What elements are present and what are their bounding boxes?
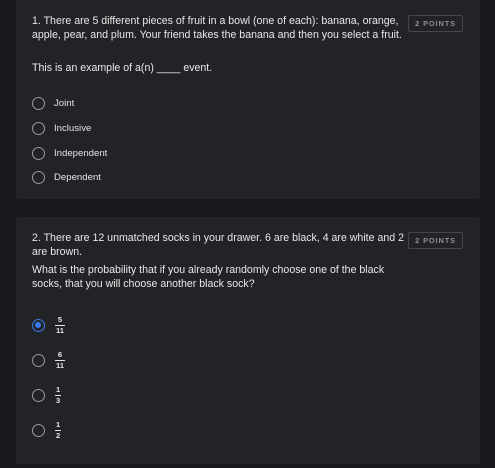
choice-label: Independent <box>54 148 108 159</box>
question-2-prompt: What is the probability that if you already randomly choose one of the black socks, that you will choose another black sock? <box>32 264 385 290</box>
choice-label: Joint <box>54 98 75 109</box>
radio-button[interactable] <box>32 147 45 160</box>
fraction-numerator: 5 <box>57 315 63 324</box>
radio-button[interactable] <box>32 97 45 110</box>
fraction-numerator: 1 <box>56 420 61 429</box>
question-1-text: 1. There are 5 different pieces of fruit in a bowl (one of each): banana, orange, apple, pear, and plum. Your friend takes the banana and then you select a fruit. <box>32 15 402 41</box>
fraction-denominator: 11 <box>56 361 65 370</box>
choice-inclusive[interactable] <box>32 122 91 135</box>
choice-label: Dependent <box>54 172 101 183</box>
choice-6-11[interactable] <box>32 351 65 370</box>
choice-label: Inclusive <box>54 123 92 134</box>
question-card-2 <box>16 217 480 464</box>
question-1-prompt: This is an example of a(n) ____ event. <box>32 62 213 74</box>
fraction-numerator: 1 <box>56 385 61 394</box>
choice-1-3[interactable] <box>32 386 61 405</box>
points-badge: 2 POINTS <box>408 15 463 32</box>
choice-5-11[interactable] <box>32 316 65 335</box>
fraction-denominator: 2 <box>56 431 61 440</box>
fraction-denominator: 11 <box>56 326 65 335</box>
fraction-denominator: 3 <box>56 396 61 405</box>
choice-independent[interactable] <box>32 147 107 160</box>
question-2-text: 2. There are 12 unmatched socks in your drawer. 6 are black, 4 are white and 2 are brown. <box>32 232 404 258</box>
fraction <box>55 316 65 335</box>
choice-joint[interactable] <box>32 97 74 110</box>
choice-dependent[interactable] <box>32 171 101 184</box>
radio-button[interactable] <box>32 389 45 402</box>
radio-button-selected[interactable] <box>32 319 45 332</box>
fraction <box>55 386 61 405</box>
points-badge: 2 POINTS <box>408 232 463 249</box>
fraction <box>55 351 65 370</box>
radio-button[interactable] <box>32 424 45 437</box>
fraction-numerator: 6 <box>57 350 63 359</box>
radio-button[interactable] <box>32 171 45 184</box>
choice-1-2[interactable] <box>32 421 61 440</box>
question-card-1 <box>16 0 480 199</box>
fraction <box>55 421 61 440</box>
radio-button[interactable] <box>32 122 45 135</box>
radio-button[interactable] <box>32 354 45 367</box>
